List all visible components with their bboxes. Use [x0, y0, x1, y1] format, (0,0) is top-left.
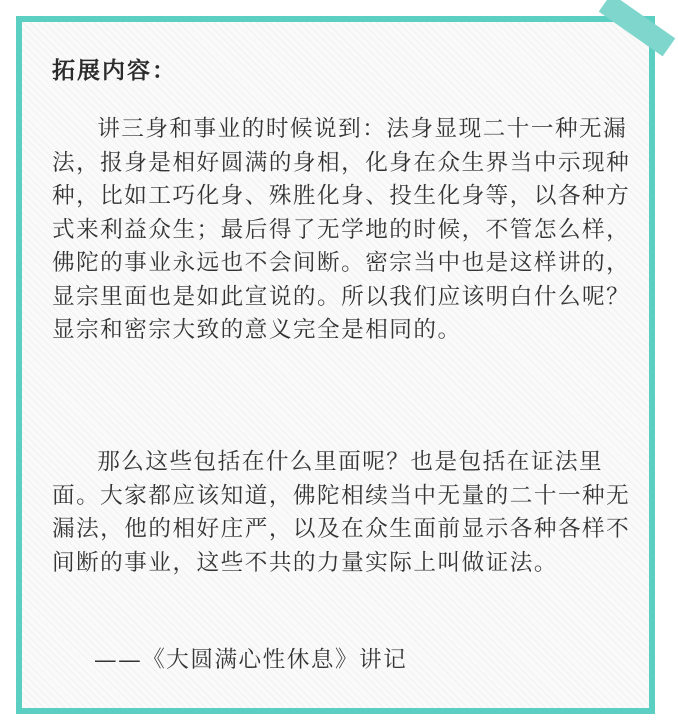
paragraph-2: 那么这些包括在什么里面呢？也是包括在证法里面。大家都应该知道，佛陀相续当中无量的二十一种无漏法，他的相好庄严，以及在众生面前显示各种各样不间断的事业，这些不共的力量实际上叫做证法。	[52, 449, 631, 576]
content-card	[16, 16, 655, 714]
source-citation: ——《大圆满心性休息》讲记	[94, 647, 408, 673]
section-title: 拓展内容：	[52, 58, 177, 84]
paragraph-1: 讲三身和事业的时候说到：法身显现二十一种无漏法，报身是相好圆满的身相，化身在众生界当中示现种种，比如工巧化身、殊胜化身、投生化身等，以各种方式来利益众生；最后得了无学地的时候，不管怎么样，佛陀的事业永远也不会间断。密宗当中也是这样讲的，显宗里面也是如此宣说的。所以我们应该明白什么呢？显宗和密宗大致的意义完全是相同的。	[52, 116, 631, 343]
